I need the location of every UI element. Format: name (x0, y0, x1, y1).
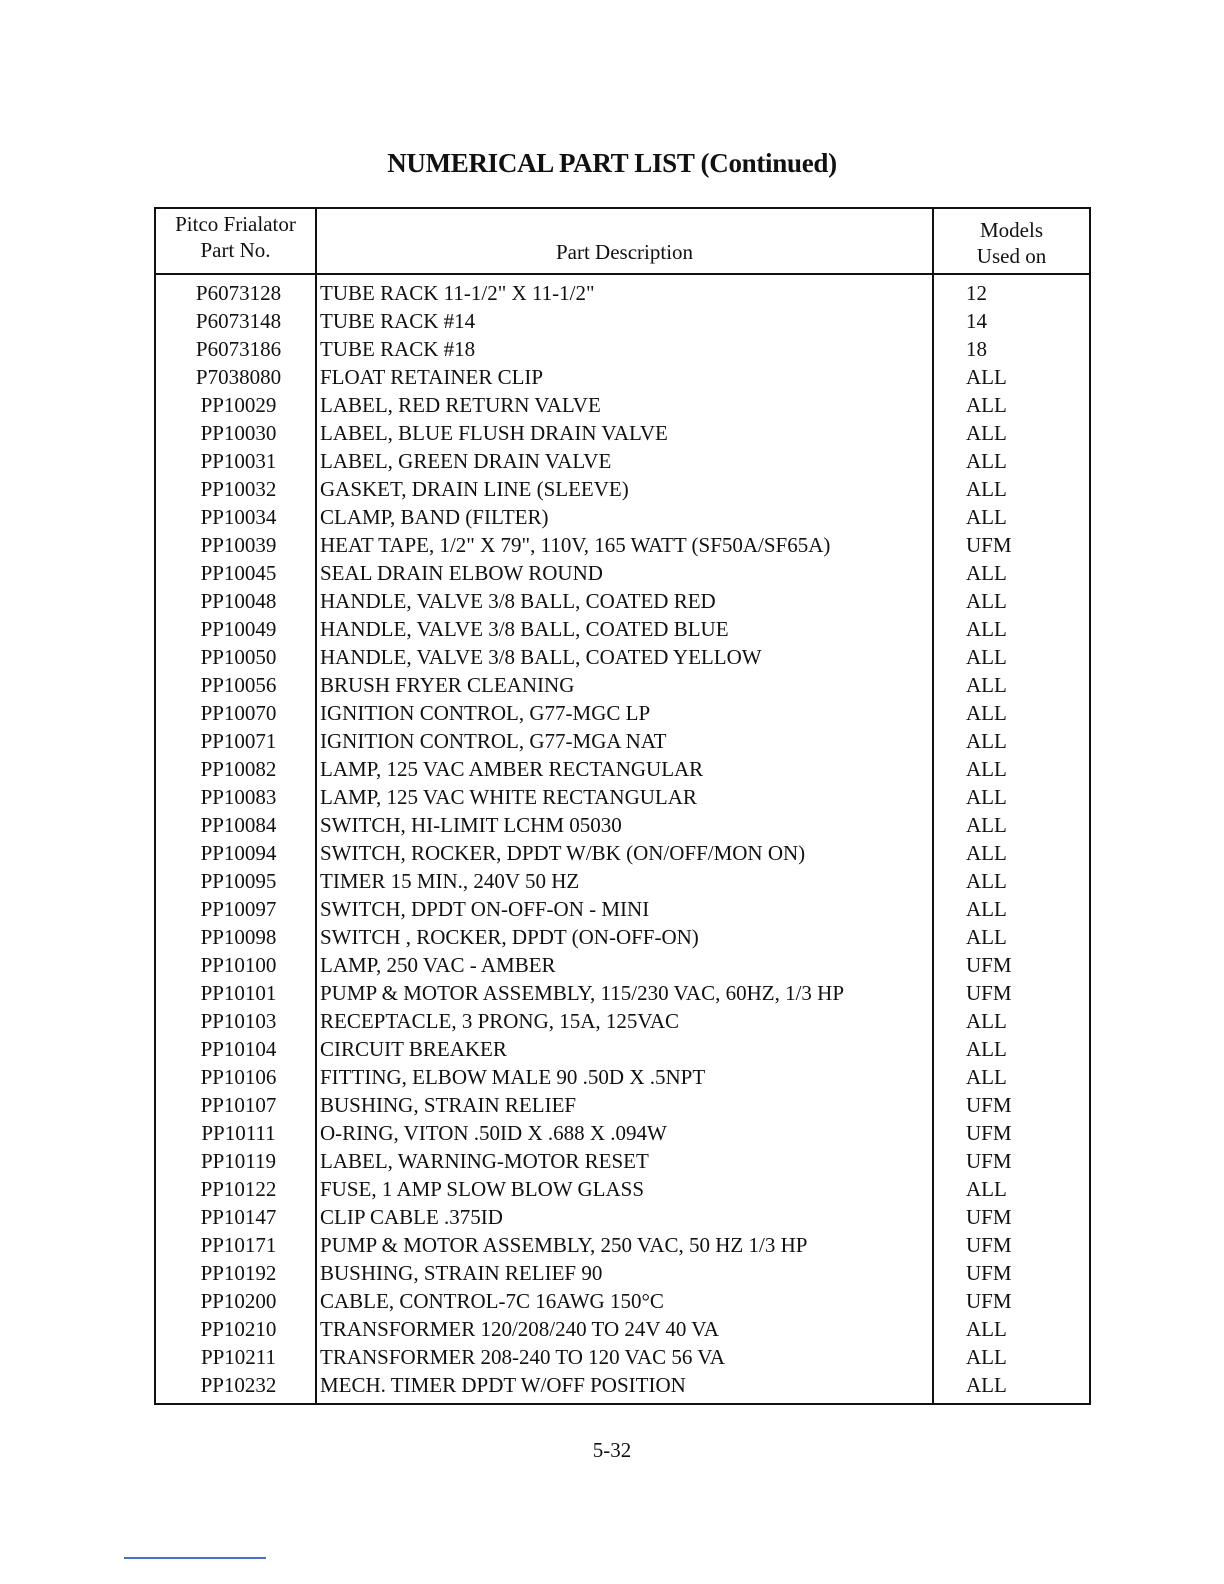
models-cell: ALL (966, 645, 1007, 669)
models-cell: 14 (966, 309, 987, 333)
table-row (156, 419, 1089, 447)
table-row (156, 531, 1089, 559)
models-cell: ALL (966, 729, 1007, 753)
table-row (156, 1035, 1089, 1063)
table-row (156, 279, 1089, 307)
part-number-cell: PP10107 (200, 1093, 277, 1117)
footer-rule (124, 1557, 266, 1559)
table-row (156, 951, 1089, 979)
table-row (156, 475, 1089, 503)
models-cell: ALL (966, 1345, 1007, 1369)
table-row (156, 671, 1089, 699)
part-number-cell: PP10106 (200, 1065, 277, 1089)
table-row (156, 727, 1089, 755)
table-row (156, 755, 1089, 783)
description-cell: LABEL, RED RETURN VALVE (320, 393, 601, 417)
header-divider (156, 273, 1089, 275)
description-cell: TRANSFORMER 120/208/240 TO 24V 40 VA (320, 1317, 719, 1341)
models-cell: ALL (966, 449, 1007, 473)
description-cell: SWITCH, DPDT ON-OFF-ON - MINI (320, 897, 650, 921)
models-cell: UFM (966, 1205, 1012, 1229)
description-cell: IGNITION CONTROL, G77-MGC LP (320, 701, 651, 725)
table-row (156, 1007, 1089, 1035)
table-row (156, 783, 1089, 811)
table-row (156, 1315, 1089, 1343)
description-cell: MECH. TIMER DPDT W/OFF POSITION (320, 1373, 686, 1397)
part-number-cell: PP10232 (200, 1373, 277, 1397)
description-cell: FLOAT RETAINER CLIP (320, 365, 544, 389)
description-cell: SEAL DRAIN ELBOW ROUND (320, 561, 603, 585)
description-cell: LAMP, 125 VAC WHITE RECTANGULAR (320, 785, 697, 809)
description-cell: TUBE RACK 11-1/2" X 11-1/2" (320, 281, 595, 305)
part-number-cell: PP10070 (200, 701, 277, 725)
part-number-cell: PP10083 (200, 785, 277, 809)
models-cell: ALL (966, 869, 1007, 893)
part-number-cell: PP10032 (200, 477, 277, 501)
models-cell: UFM (966, 1289, 1012, 1313)
part-number-cell: PP10122 (200, 1177, 277, 1201)
models-cell: UFM (966, 1149, 1012, 1173)
part-number-cell: PP10095 (200, 869, 277, 893)
part-number-cell: PP10034 (200, 505, 277, 529)
part-number-cell: PP10048 (200, 589, 277, 613)
table-row (156, 1063, 1089, 1091)
description-cell: RECEPTACLE, 3 PRONG, 15A, 125VAC (320, 1009, 680, 1033)
models-cell: ALL (966, 1009, 1007, 1033)
models-cell: ALL (966, 1037, 1007, 1061)
models-cell: UFM (966, 533, 1012, 557)
table-row (156, 923, 1089, 951)
part-number-cell: PP10094 (200, 841, 277, 865)
description-cell: HANDLE, VALVE 3/8 BALL, COATED BLUE (320, 617, 729, 641)
table-row (156, 1147, 1089, 1175)
models-cell: ALL (966, 505, 1007, 529)
part-number-cell: P6073148 (195, 309, 282, 333)
description-cell: FUSE, 1 AMP SLOW BLOW GLASS (320, 1177, 645, 1201)
description-cell: CLAMP, BAND (FILTER) (320, 505, 549, 529)
models-cell: UFM (966, 1121, 1012, 1145)
part-number-cell: PP10071 (200, 729, 277, 753)
table-body (156, 279, 1089, 1399)
table-row (156, 1231, 1089, 1259)
description-cell: CABLE, CONTROL-7C 16AWG 150°C (320, 1289, 664, 1313)
description-cell: HANDLE, VALVE 3/8 BALL, COATED YELLOW (320, 645, 762, 669)
table-row (156, 1287, 1089, 1315)
part-number-cell: PP10049 (200, 617, 277, 641)
description-cell: LAMP, 250 VAC - AMBER (320, 953, 556, 977)
models-cell: 12 (966, 281, 987, 305)
part-number-cell: PP10200 (200, 1289, 277, 1313)
part-number-cell: PP10084 (200, 813, 277, 837)
part-number-cell: PP10104 (200, 1037, 277, 1061)
models-cell: ALL (966, 365, 1007, 389)
table-row (156, 1259, 1089, 1287)
models-cell: ALL (966, 1065, 1007, 1089)
table-row (156, 503, 1089, 531)
models-cell: UFM (966, 1233, 1012, 1257)
table-row (156, 643, 1089, 671)
models-cell: ALL (966, 393, 1007, 417)
table-row (156, 391, 1089, 419)
part-number-cell: PP10171 (200, 1233, 277, 1257)
models-cell: ALL (966, 561, 1007, 585)
description-cell: TUBE RACK #14 (320, 309, 476, 333)
part-number-cell: PP10039 (200, 533, 277, 557)
description-cell: LAMP, 125 VAC AMBER RECTANGULAR (320, 757, 704, 781)
part-number-cell: PP10029 (200, 393, 277, 417)
part-number-cell: PP10097 (200, 897, 277, 921)
part-number-cell: PP10101 (200, 981, 277, 1005)
description-cell: LABEL, GREEN DRAIN VALVE (320, 449, 612, 473)
description-cell: TRANSFORMER 208-240 TO 120 VAC 56 VA (320, 1345, 725, 1369)
models-cell: ALL (966, 701, 1007, 725)
models-cell: UFM (966, 1261, 1012, 1285)
table-row (156, 307, 1089, 335)
models-cell: ALL (966, 925, 1007, 949)
description-cell: BUSHING, STRAIN RELIEF 90 (320, 1261, 603, 1285)
models-cell: ALL (966, 477, 1007, 501)
models-cell: ALL (966, 757, 1007, 781)
table-row (156, 1203, 1089, 1231)
table-row (156, 839, 1089, 867)
models-cell: ALL (966, 1177, 1007, 1201)
part-number-cell: PP10098 (200, 925, 277, 949)
description-cell: CLIP CABLE .375ID (320, 1205, 503, 1229)
description-cell: IGNITION CONTROL, G77-MGA NAT (320, 729, 667, 753)
description-cell: LABEL, BLUE FLUSH DRAIN VALVE (320, 421, 668, 445)
table-row (156, 447, 1089, 475)
part-number-cell: PP10082 (200, 757, 277, 781)
description-cell: SWITCH, ROCKER, DPDT W/BK (ON/OFF/MON ON) (320, 841, 806, 865)
models-cell: ALL (966, 785, 1007, 809)
models-cell: ALL (966, 1317, 1007, 1341)
table-row (156, 811, 1089, 839)
table-row (156, 1091, 1089, 1119)
models-cell: ALL (966, 813, 1007, 837)
models-cell: ALL (966, 617, 1007, 641)
table-row (156, 979, 1089, 1007)
description-cell: HANDLE, VALVE 3/8 BALL, COATED RED (320, 589, 716, 613)
part-number-cell: PP10056 (200, 673, 277, 697)
part-number-cell: P6073186 (195, 337, 282, 361)
table-row (156, 867, 1089, 895)
description-cell: SWITCH , ROCKER, DPDT (ON-OFF-ON) (320, 925, 699, 949)
description-cell: BUSHING, STRAIN RELIEF (320, 1093, 577, 1117)
description-cell: BRUSH FRYER CLEANING (320, 673, 575, 697)
models-cell: ALL (966, 897, 1007, 921)
models-cell: ALL (966, 421, 1007, 445)
part-number-cell: PP10050 (200, 645, 277, 669)
models-cell: ALL (966, 589, 1007, 613)
part-number-cell: PP10100 (200, 953, 277, 977)
description-cell: PUMP & MOTOR ASSEMBLY, 250 VAC, 50 HZ 1/3 HP (320, 1233, 808, 1257)
description-cell: TIMER 15 MIN., 240V 50 HZ (320, 869, 580, 893)
models-cell: ALL (966, 673, 1007, 697)
table-row (156, 335, 1089, 363)
part-number-cell: PP10147 (200, 1205, 277, 1229)
parts-table (154, 207, 1091, 1405)
part-number-cell: P7038080 (195, 365, 282, 389)
part-number-cell: PP10211 (200, 1345, 277, 1369)
description-cell: SWITCH, HI-LIMIT LCHM 05030 (320, 813, 622, 837)
page-number: 5-32 (592, 1438, 632, 1462)
part-number-cell: PP10210 (200, 1317, 277, 1341)
models-cell: UFM (966, 1093, 1012, 1117)
description-cell: HEAT TAPE, 1/2" X 79", 110V, 165 WATT (SF50A/SF65A) (320, 533, 831, 557)
part-number-cell: PP10192 (200, 1261, 277, 1285)
description-cell: FITTING, ELBOW MALE 90 .50D X .5NPT (320, 1065, 706, 1089)
description-cell: TUBE RACK #18 (320, 337, 476, 361)
table-row (156, 559, 1089, 587)
models-cell: 18 (966, 337, 987, 361)
table-row (156, 1343, 1089, 1371)
part-number-cell: P6073128 (195, 281, 282, 305)
models-cell: ALL (966, 1373, 1007, 1397)
header-description: Part Description (555, 240, 694, 264)
models-cell: UFM (966, 953, 1012, 977)
description-cell: PUMP & MOTOR ASSEMBLY, 115/230 VAC, 60HZ, 1/3 HP (320, 981, 844, 1005)
part-number-cell: PP10119 (200, 1149, 277, 1173)
table-row (156, 615, 1089, 643)
table-row (156, 699, 1089, 727)
part-number-cell: PP10103 (200, 1009, 277, 1033)
page-title: NUMERICAL PART LIST (Continued) (387, 148, 837, 178)
table-row (156, 895, 1089, 923)
header-models: Models Used on (976, 218, 1047, 268)
description-cell: CIRCUIT BREAKER (320, 1037, 507, 1061)
description-cell: GASKET, DRAIN LINE (SLEEVE) (320, 477, 629, 501)
part-number-cell: PP10045 (200, 561, 277, 585)
models-cell: UFM (966, 981, 1012, 1005)
table-row (156, 587, 1089, 615)
table-row (156, 363, 1089, 391)
part-number-cell: PP10030 (200, 421, 277, 445)
table-row (156, 1175, 1089, 1203)
description-cell: LABEL, WARNING-MOTOR RESET (320, 1149, 649, 1173)
models-cell: ALL (966, 841, 1007, 865)
part-number-cell: PP10111 (201, 1121, 276, 1145)
table-row (156, 1371, 1089, 1399)
header-part-no: Pitco Frialator Part No. (175, 212, 296, 262)
part-number-cell: PP10031 (200, 449, 277, 473)
description-cell: O-RING, VITON .50ID X .688 X .094W (320, 1121, 667, 1145)
table-row (156, 1119, 1089, 1147)
